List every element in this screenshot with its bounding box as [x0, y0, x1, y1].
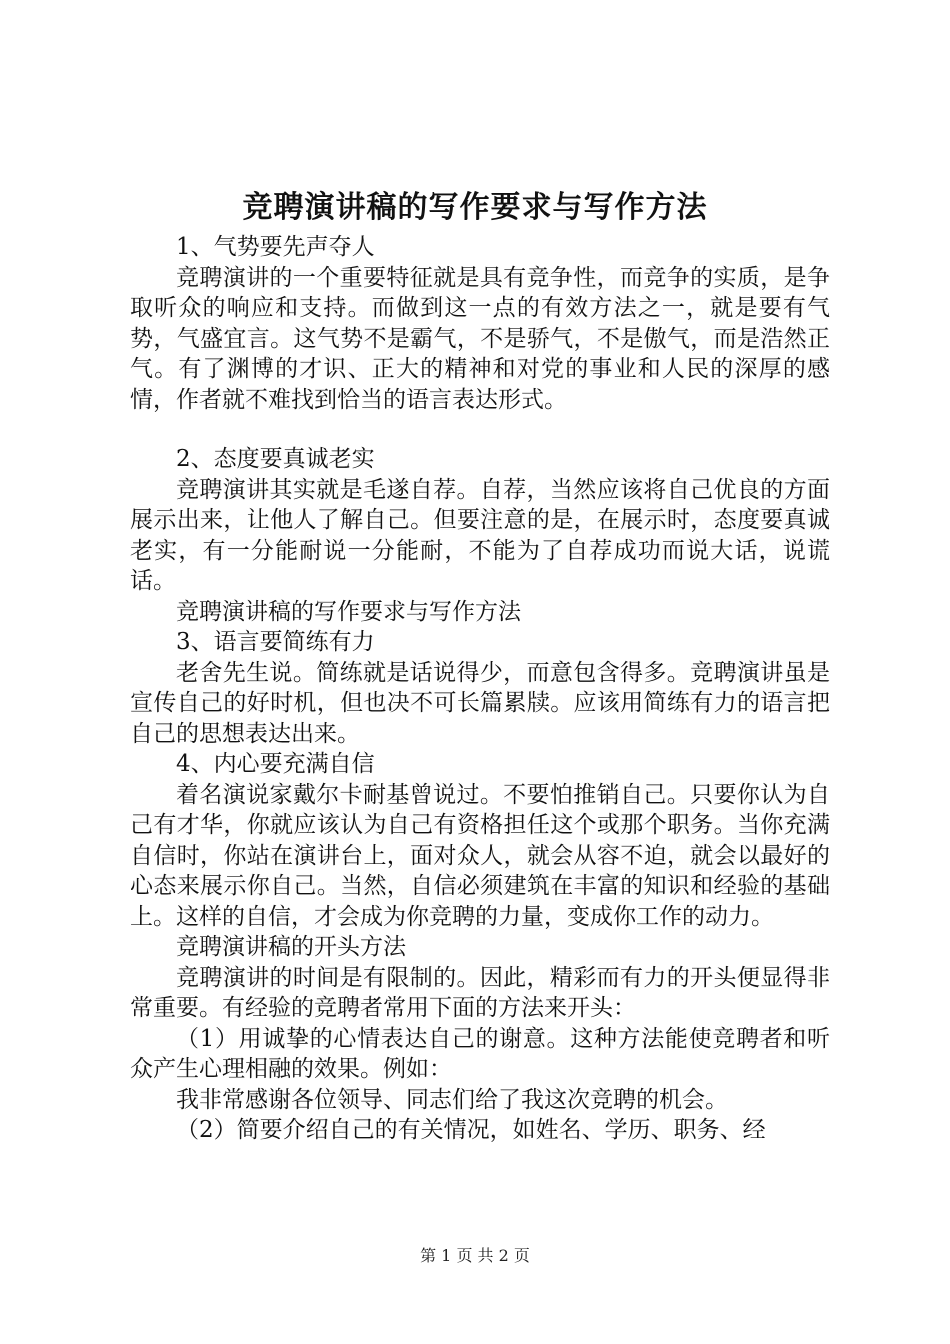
paragraph-2: 竞聘演讲其实就是毛遂自荐。自荐，当然应该将自己优良的方面展示出来，让他人了解自己。但要注意的是，在展示时，态度要真诚老实，有一分能耐说一分能耐，不能为了自荐成功而说大话，说谎话。: [130, 476, 830, 594]
list-item-1: （1）用诚挚的心情表达自己的谢意。这种方法能使竞聘者和听众产生心理相融的效果。例如：: [130, 1025, 830, 1082]
document-body: [130, 232, 830, 1146]
paragraph-5: 竞聘演讲的时间是有限制的。因此，精彩而有力的开头便显得非常重要。有经验的竞聘者常用下面的方法来开头：: [130, 964, 830, 1021]
paragraph-3: 老舍先生说。简练就是话说得少，而意包含得多。竞聘演讲虽是宣传自己的好时机，但也决不可长篇累牍。应该用简练有力的语言把自己的思想表达出来。: [130, 659, 830, 747]
example-quote: 我非常感谢各位领导、同志们给了我这次竞聘的机会。: [176, 1086, 728, 1113]
list-item-2: （2）简要介绍自己的有关情况，如姓名、学历、职务、经: [176, 1117, 766, 1143]
section-heading-4: 4、内心要充满自信: [176, 751, 375, 777]
paragraph-4: 着名演说家戴尔卡耐基曾说过。不要怕推销自己。只要你认为自己有才华，你就应该认为自己有资格担任这个或那个职务。当你充满自信时，你站在演讲台上，面对众人，就会从容不迫，就会以最好的心态来展示你自己。当然，自信必须建筑在丰富的知识和经验的基础上。这样的自信，才会成为你竞聘的力量，变成你工作的动力。: [130, 781, 830, 930]
section-heading-opening-methods: 竞聘演讲稿的开头方法: [176, 934, 406, 960]
page-footer: 第 1 页 共 2 页: [420, 1246, 530, 1265]
section-heading-1: 1、气势要先声夺人: [176, 234, 375, 260]
section-heading-2: 2、态度要真诚老实: [176, 446, 375, 472]
section-heading-3: 3、语言要简练有力: [176, 629, 375, 655]
paragraph-1: 竞聘演讲的一个重要特征就是具有竞争性，而竞争的实质，是争取听众的响应和支持。而做到这一点的有效方法之一，就是要有气势，气盛宜言。这气势不是霸气，不是骄气，不是傲气，而是浩然正气。有了渊博的才识、正大的精神和对党的事业和人民的深厚的感情，作者就不难找到恰当的语言表达形式。: [130, 264, 830, 413]
document-title: 竞聘演讲稿的写作要求与写作方法: [242, 190, 708, 225]
repeated-title-line: 竞聘演讲稿的写作要求与写作方法: [176, 598, 521, 625]
